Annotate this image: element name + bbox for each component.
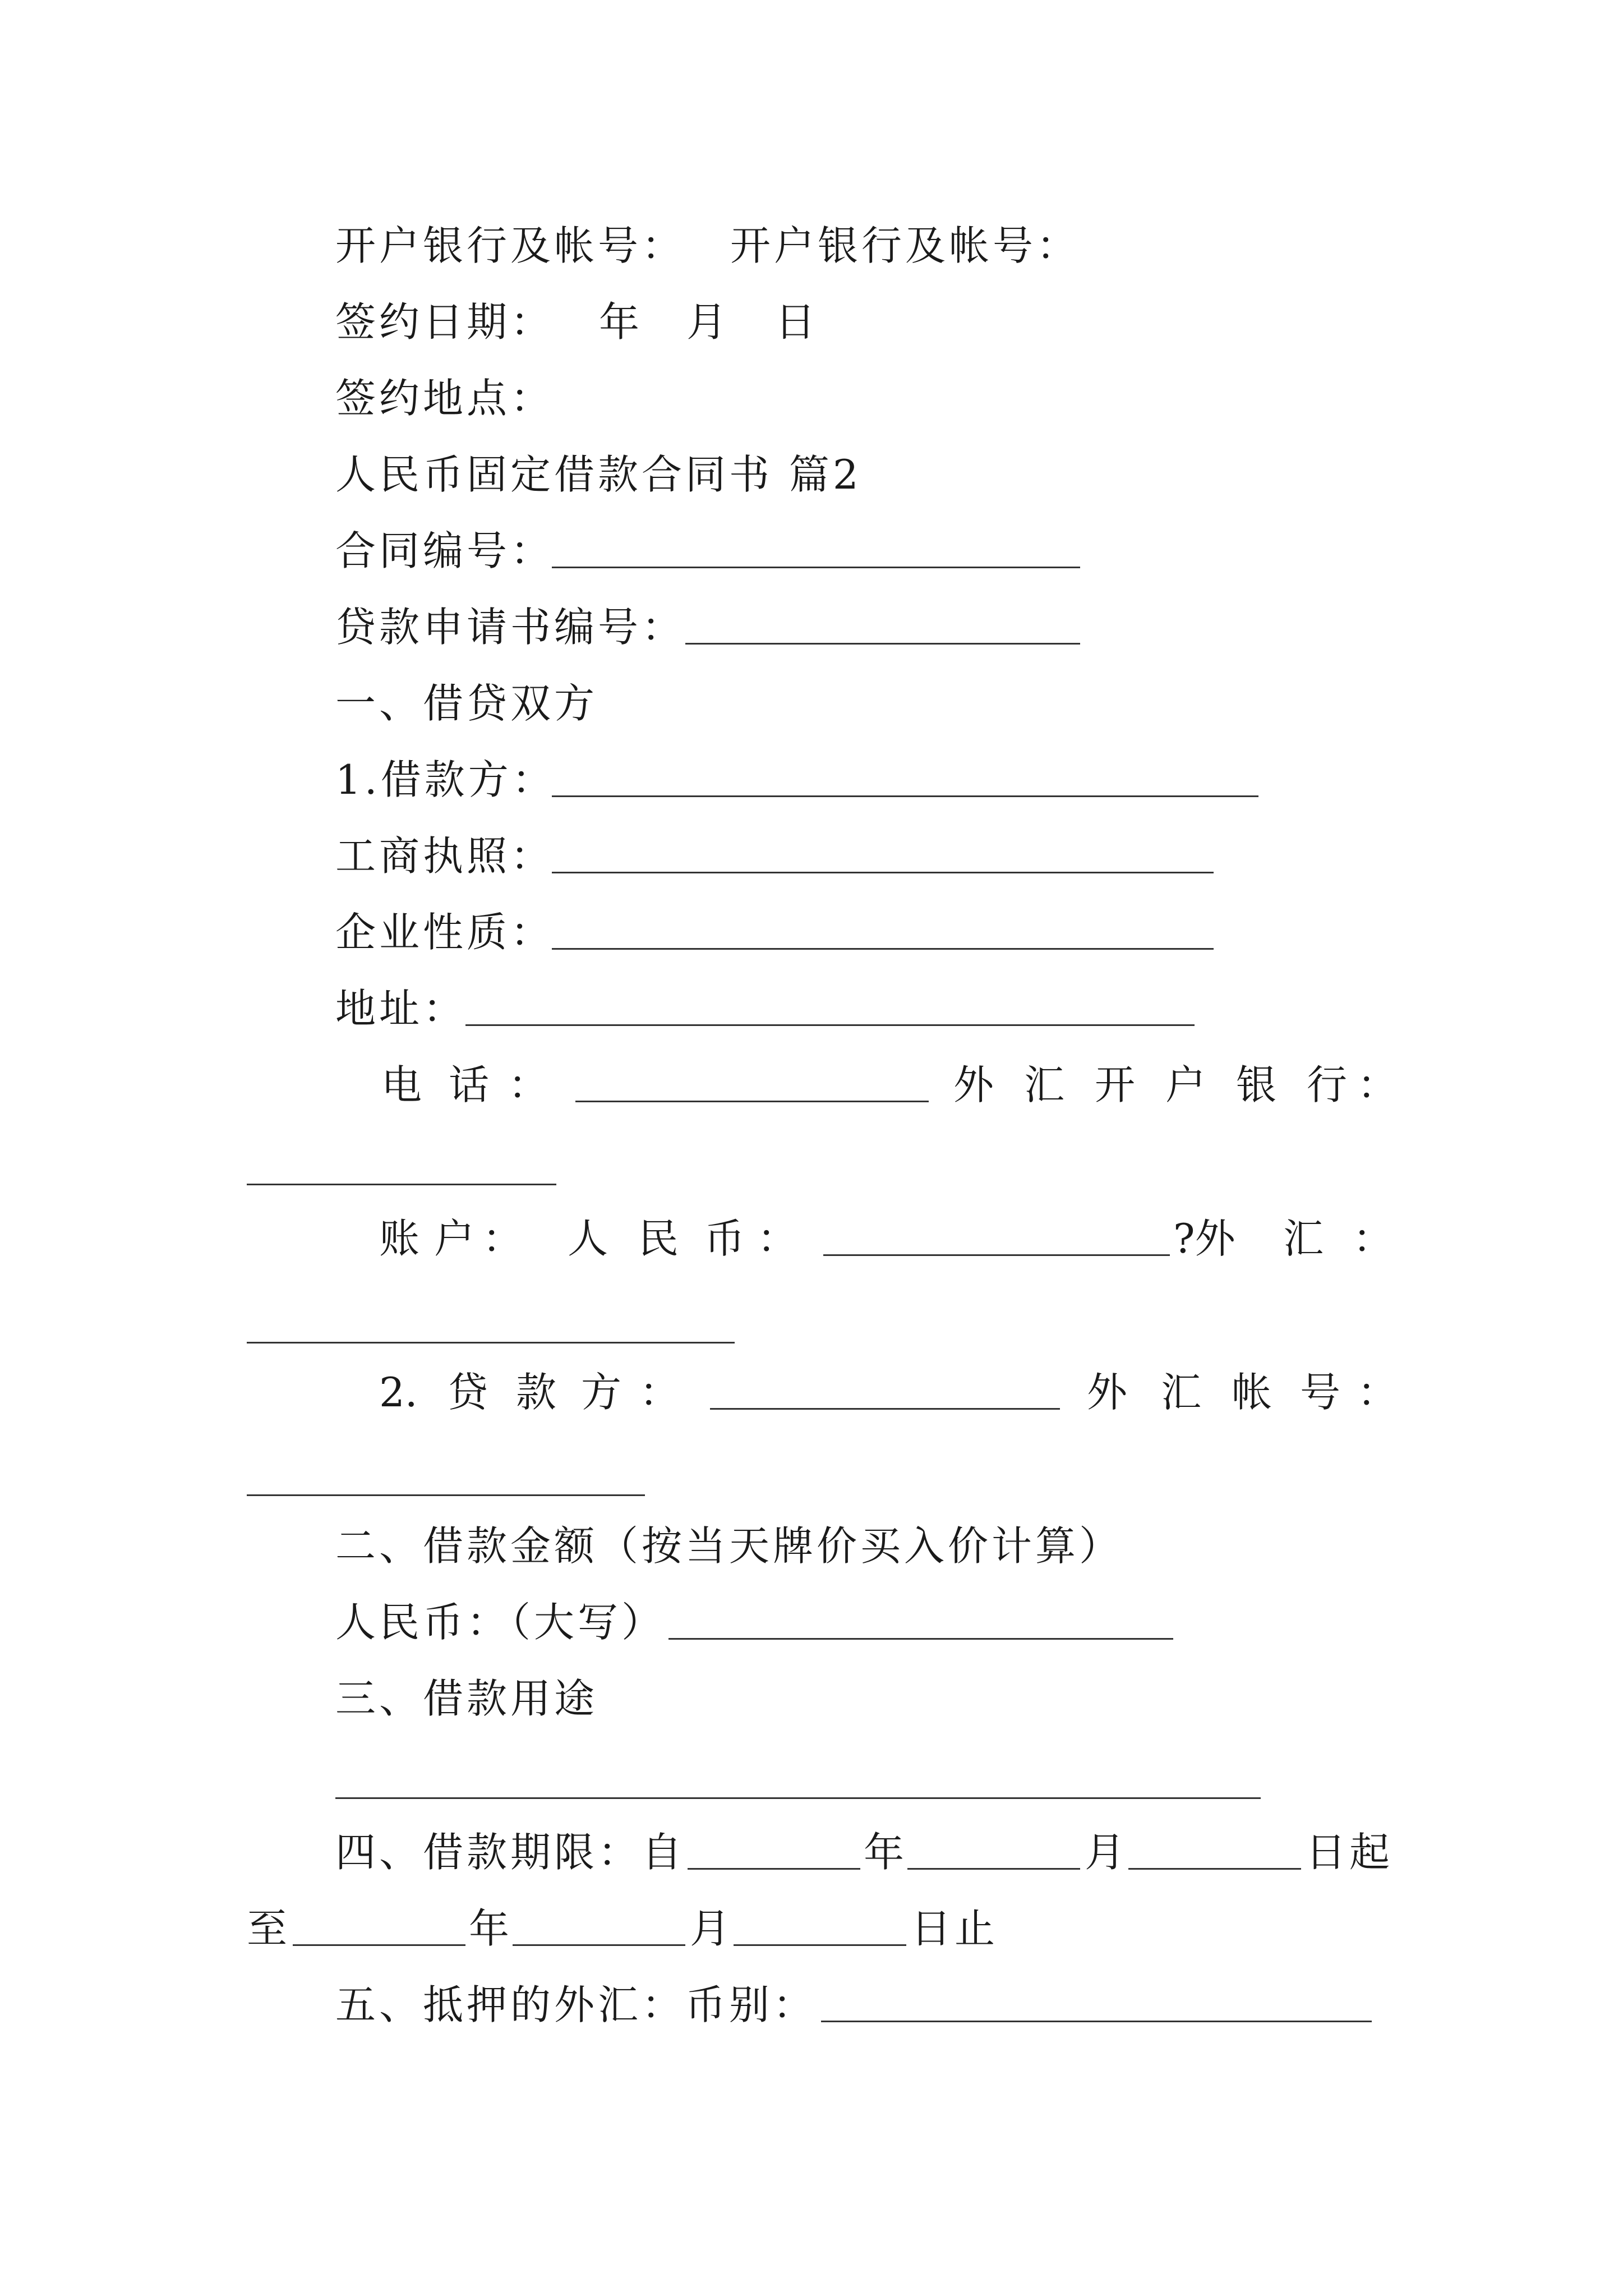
loan-term-label: 四、借款期限：自 (335, 1829, 686, 1876)
fx-account-label-char: 汇 (1283, 1215, 1324, 1262)
bank-account-label-right: 开户银行及帐号： (730, 222, 1081, 269)
signing-date-label: 签约日期： (335, 298, 555, 346)
account-label-char: 户 (434, 1215, 475, 1262)
section-loan-purpose-heading: 三、借款用途 (335, 1675, 598, 1722)
term-end-month-blank (513, 1944, 685, 1946)
section-parties-heading: 一、借贷双方 (335, 680, 598, 727)
collateral-currency-blank (821, 2021, 1372, 2022)
lender-label-char: ： (639, 1369, 680, 1416)
fx-acct-no-label-char: 帐 (1232, 1369, 1272, 1416)
section-loan-amount-heading: 二、借款金额（按当天牌价买入价计算） (335, 1522, 1123, 1570)
phone-label-char: 电 (381, 1061, 422, 1108)
fx-bank-label-char: 行 (1307, 1061, 1348, 1108)
rmb-amount-label: 人民币：（大写） (335, 1599, 666, 1646)
contract-number-blank (552, 567, 1080, 568)
enterprise-nature-label: 企业性质： (335, 909, 555, 956)
fx-bank-label-char: ： (1357, 1061, 1398, 1108)
fx-acct-no-label-char: ： (1357, 1369, 1398, 1416)
loan-purpose-blank (335, 1797, 1261, 1799)
borrower-blank (552, 795, 1258, 797)
account-label-char: 民 (638, 1215, 679, 1262)
loan-application-number-label: 贷款申请书编号： (335, 604, 686, 651)
term-start-year-blank (688, 1868, 860, 1870)
fx-account-label-char: ?外 (1173, 1215, 1235, 1262)
term-start-month-blank (907, 1868, 1080, 1870)
contract-number-label: 合同编号： (335, 527, 555, 574)
fx-account-blank (247, 1342, 735, 1343)
lender-label-char: 贷 (448, 1369, 488, 1416)
term-end-day-label: 日止 (911, 1905, 999, 1952)
signing-date-month: 月 (686, 298, 731, 346)
signing-place-label: 签约地点： (335, 375, 555, 422)
fx-acct-no-blank (247, 1494, 645, 1496)
signing-date-year: 年 (599, 298, 643, 346)
fx-bank-blank (247, 1184, 556, 1185)
bank-account-label-left: 开户银行及帐号： (335, 222, 686, 269)
account-label-char: 账 (379, 1215, 420, 1262)
phone-blank (575, 1101, 929, 1102)
lender-label-char: 2. (379, 1369, 418, 1416)
term-end-year-label: 年 (469, 1905, 513, 1952)
fx-bank-label-char: 汇 (1024, 1061, 1065, 1108)
account-label-char: ： (757, 1215, 798, 1262)
lender-label-char: 方 (581, 1369, 622, 1416)
borrower-label: 1.借款方： (335, 756, 556, 803)
fx-acct-no-label-char: 外 (1087, 1369, 1128, 1416)
fx-bank-label-char: 开 (1095, 1061, 1136, 1108)
term-end-month-label: 月 (690, 1905, 734, 1952)
lender-label-char: 款 (516, 1369, 557, 1416)
term-start-year-label: 年 (864, 1829, 908, 1876)
collateral-currency-label: 五、抵押的外汇：币别： (335, 1981, 817, 2028)
fx-bank-label-char: 银 (1236, 1061, 1277, 1108)
term-start-month-label: 月 (1085, 1829, 1129, 1876)
account-label-char: 人 (568, 1215, 608, 1262)
enterprise-nature-blank (552, 948, 1214, 950)
term-end-prefix: 至 (247, 1905, 291, 1952)
fx-acct-no-label-char: 汇 (1161, 1369, 1202, 1416)
term-start-day-label: 日起 (1306, 1829, 1394, 1876)
fx-bank-label-char: 外 (953, 1061, 994, 1108)
section-heading-contract: 人民币固定借款合同书 篇2 (335, 451, 862, 498)
lender-blank (710, 1408, 1060, 1410)
signing-date-day: 日 (775, 298, 819, 346)
account-label-char: ： (482, 1215, 523, 1262)
account-label-char: 币 (704, 1215, 745, 1262)
rmb-account-blank (823, 1254, 1170, 1256)
phone-label-char: 话 (449, 1061, 490, 1108)
term-start-day-blank (1128, 1868, 1301, 1870)
address-blank (465, 1024, 1195, 1026)
rmb-amount-blank (668, 1638, 1173, 1640)
business-license-blank (552, 872, 1214, 873)
loan-application-number-blank (685, 643, 1080, 645)
fx-bank-label-char: 户 (1165, 1061, 1206, 1108)
fx-acct-no-label-char: 号 (1300, 1369, 1341, 1416)
address-label: 地址： (335, 985, 467, 1032)
phone-label-char: ： (508, 1061, 549, 1108)
fx-account-label-char: ： (1353, 1215, 1394, 1262)
business-license-label: 工商执照： (335, 832, 555, 880)
term-end-year-blank (293, 1944, 465, 1946)
term-end-day-blank (734, 1944, 906, 1946)
